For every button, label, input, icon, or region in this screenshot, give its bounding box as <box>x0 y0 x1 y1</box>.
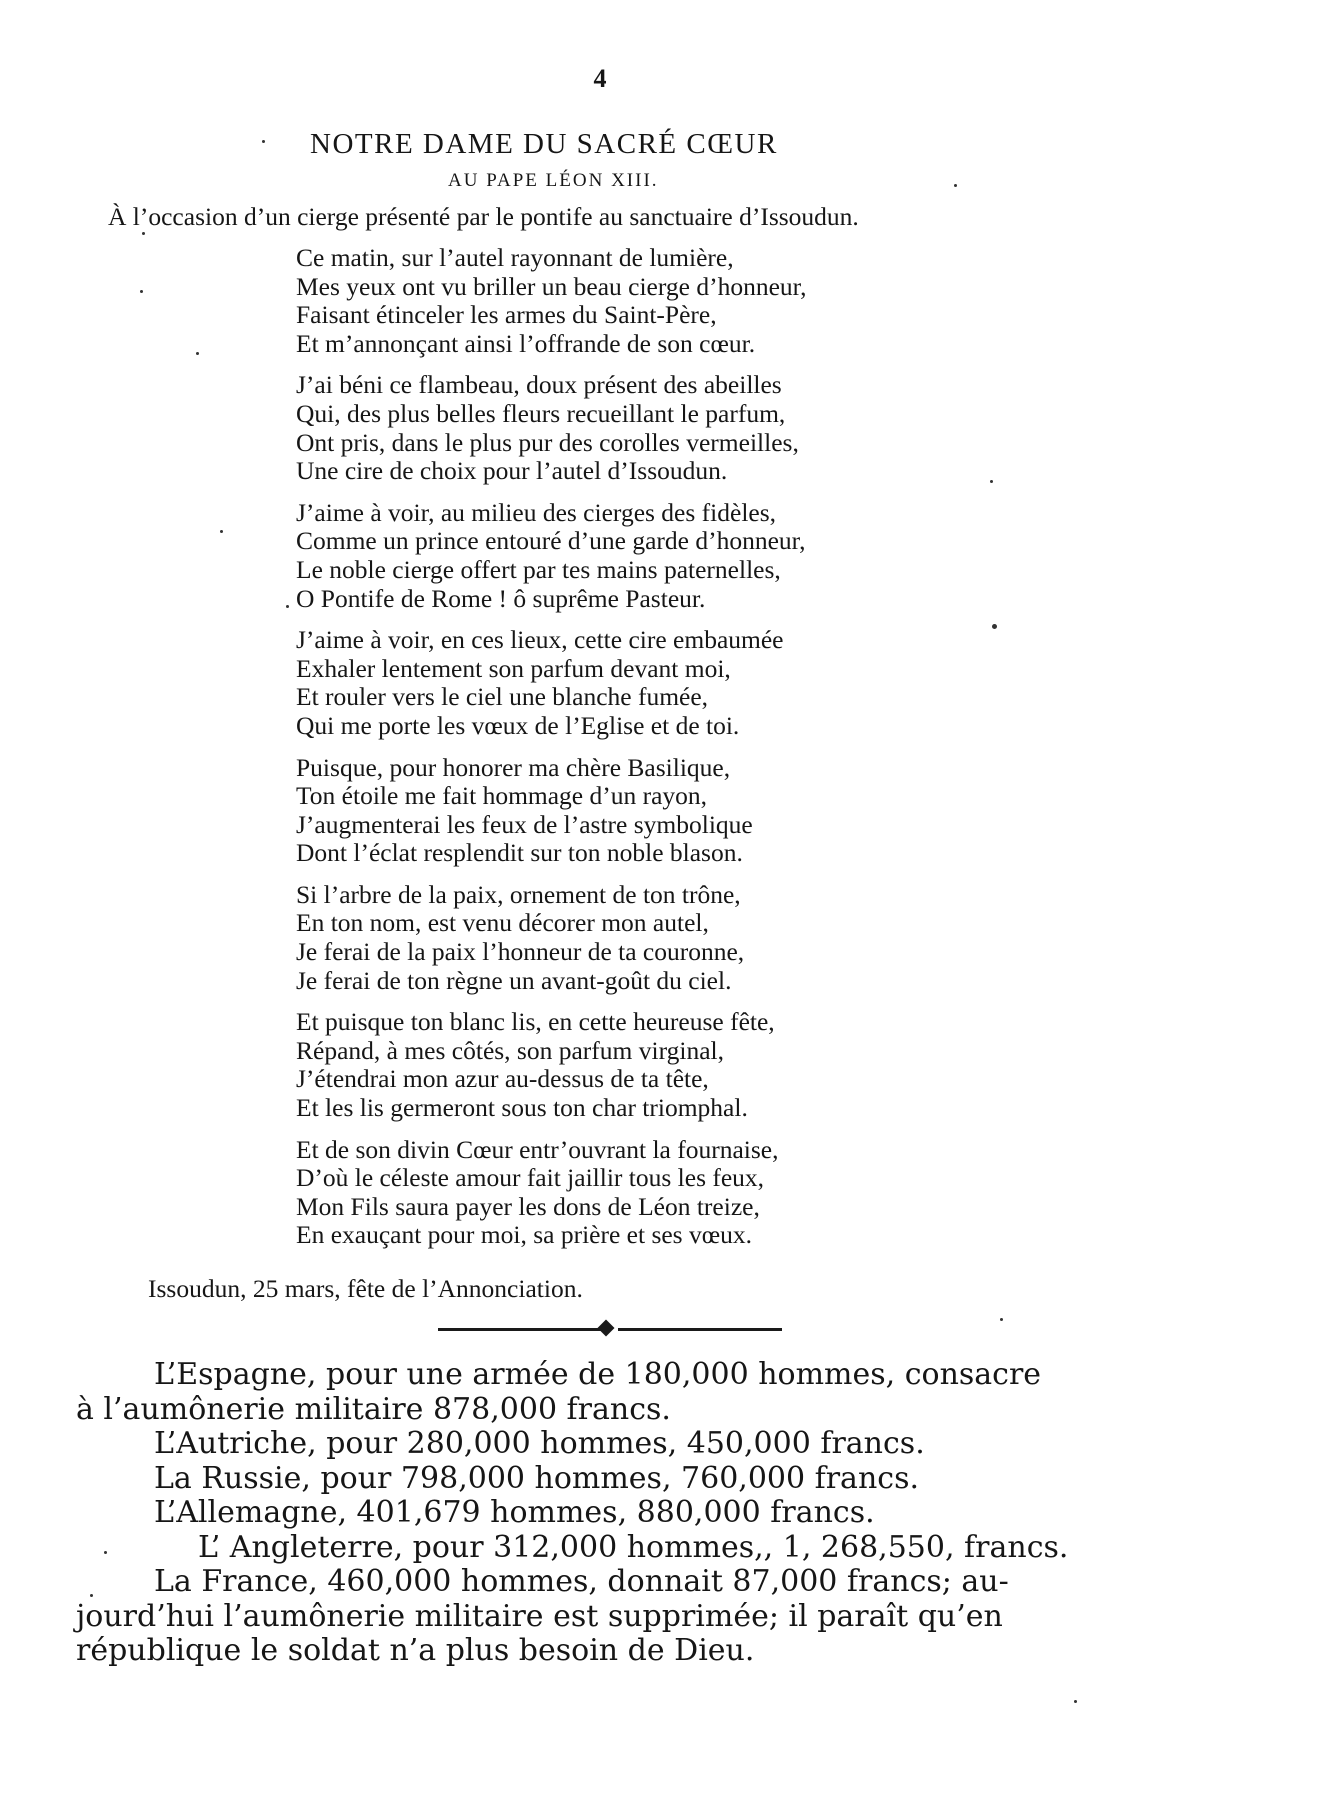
stanza-2 <box>296 371 1016 485</box>
verse: Le noble cierge offert par tes mains paternelles, <box>296 554 781 584</box>
stat-line: république le soldat n’a plus besoin de Dieu. <box>76 1633 755 1668</box>
stanza-7 <box>296 1008 1016 1122</box>
scan-speck <box>1000 1318 1003 1321</box>
verse: Je ferai de la paix l’honneur de ta couronne, <box>296 937 745 967</box>
verse: Faisant étinceler les armes du Saint-Père, <box>296 300 717 330</box>
poem-subtitle: AU PAPE LÉON XIII. <box>448 170 659 191</box>
verse: Je ferai de ton règne un avant-goût du ciel. <box>296 965 732 995</box>
verse: Qui me porte les vœux de l’Eglise et de toi. <box>296 710 740 740</box>
scan-speck <box>954 184 957 187</box>
scan-speck <box>286 605 289 608</box>
verse: D’où le céleste amour fait jaillir tous les feux, <box>296 1163 765 1193</box>
stanza-1 <box>296 244 1016 358</box>
verse: Et les lis germeront sous ton char triomphal. <box>296 1093 748 1123</box>
poem-title: NOTRE DAME DU SACRÉ CŒUR <box>310 128 778 160</box>
stat-line: L’Espagne, pour une armée de 180,000 hommes, consacre <box>154 1357 1042 1392</box>
verse: J’aime à voir, en ces lieux, cette cire embaumée <box>296 625 784 655</box>
verse: Ce matin, sur l’autel rayonnant de lumière, <box>296 243 734 272</box>
verse: Et m’annonçant ainsi l’offrande de son cœur. <box>296 328 756 358</box>
scan-speck <box>220 530 223 533</box>
verse: Et de son divin Cœur entr’ouvrant la fournaise, <box>296 1134 779 1164</box>
scan-speck <box>196 352 199 355</box>
scan-speck <box>140 290 143 293</box>
stanza-5 <box>296 754 1016 868</box>
poem-signature: Issoudun, 25 mars, fête de l’Annonciation. <box>148 1274 583 1303</box>
stat-line: L’Autriche, pour 280,000 hommes, 450,000 francs. <box>154 1426 925 1461</box>
stat-line: à l’aumônerie militaire 878,000 francs. <box>76 1391 671 1427</box>
verse: Et rouler vers le ciel une blanche fumée, <box>296 682 709 712</box>
divider-diamond <box>598 1320 615 1337</box>
verse: Exhaler lentement son parfum devant moi, <box>296 653 731 683</box>
scan-speck <box>90 1594 93 1597</box>
verse: Ont pris, dans le plus pur des corolles vermeilles, <box>296 427 799 457</box>
verse: Répand, à mes côtés, son parfum virginal, <box>296 1035 724 1065</box>
verse: Si l’arbre de la paix, ornement de ton trône, <box>296 879 741 909</box>
verse: En exauçant pour moi, sa prière et ses vœux. <box>296 1220 753 1250</box>
scan-speck <box>990 480 993 483</box>
stanza-8 <box>296 1136 1016 1250</box>
verse: O Pontife de Rome ! ô suprême Pasteur. <box>296 583 706 613</box>
stanza-6 <box>296 881 1016 995</box>
verse: J’ai béni ce flambeau, doux présent des abeilles <box>296 370 782 400</box>
verse: Mes yeux ont vu briller un beau cierge d’honneur, <box>296 271 807 301</box>
divider-rule-right <box>632 1328 782 1331</box>
army-chaplaincy-statistics <box>76 1358 1136 1669</box>
verse: Puisque, pour honorer ma chère Basilique, <box>296 752 731 782</box>
stat-line: L’Allemagne, 401,679 hommes, 880,000 francs. <box>154 1495 875 1530</box>
poem-body <box>296 244 1016 1263</box>
scan-speck <box>104 1551 107 1554</box>
scan-speck <box>262 140 265 143</box>
poem-occasion: À l’occasion d’un cierge présenté par le pontife au sanctuaire d’Issoudun. <box>108 202 859 231</box>
ornament-divider <box>438 1320 782 1338</box>
verse: J’aime à voir, au milieu des cierges des fidèles, <box>296 497 777 527</box>
stat-line: jourd’hui l’aumônerie militaire est supprimée; il paraît qu’en <box>76 1598 1003 1634</box>
verse: J’augmenterai les feux de l’astre symbolique <box>296 809 753 839</box>
stat-line: L’ Angleterre, pour 312,000 hommes,, 1, 268,550, francs. <box>198 1529 1069 1565</box>
verse: Mon Fils saura payer les dons de Léon treize, <box>296 1191 760 1221</box>
verse: Ton étoile me fait hommage d’un rayon, <box>296 781 708 811</box>
scan-speck <box>1074 1700 1077 1703</box>
scan-speck <box>992 624 997 629</box>
verse: J’étendrai mon azur au-dessus de ta tête, <box>296 1064 709 1094</box>
stanza-3 <box>296 499 1016 613</box>
page-number: 4 <box>593 64 607 93</box>
scan-speck <box>142 232 145 235</box>
stat-line: La Russie, pour 798,000 hommes, 760,000 francs. <box>154 1460 919 1496</box>
verse: Dont l’éclat resplendit sur ton noble blason. <box>296 838 743 868</box>
stat-line: La France, 460,000 hommes, donnait 87,000 francs; au- <box>154 1564 1009 1599</box>
stanza-4 <box>296 626 1016 740</box>
verse: Une cire de choix pour l’autel d’Issoudun. <box>296 456 728 486</box>
verse: Qui, des plus belles fleurs recueillant le parfum, <box>296 398 786 428</box>
verse: Et puisque ton blanc lis, en cette heureuse fête, <box>296 1007 775 1037</box>
divider-rule-left <box>438 1328 588 1331</box>
verse: En ton nom, est venu décorer mon autel, <box>296 908 709 938</box>
verse: Comme un prince entouré d’une garde d’honneur, <box>296 526 806 556</box>
